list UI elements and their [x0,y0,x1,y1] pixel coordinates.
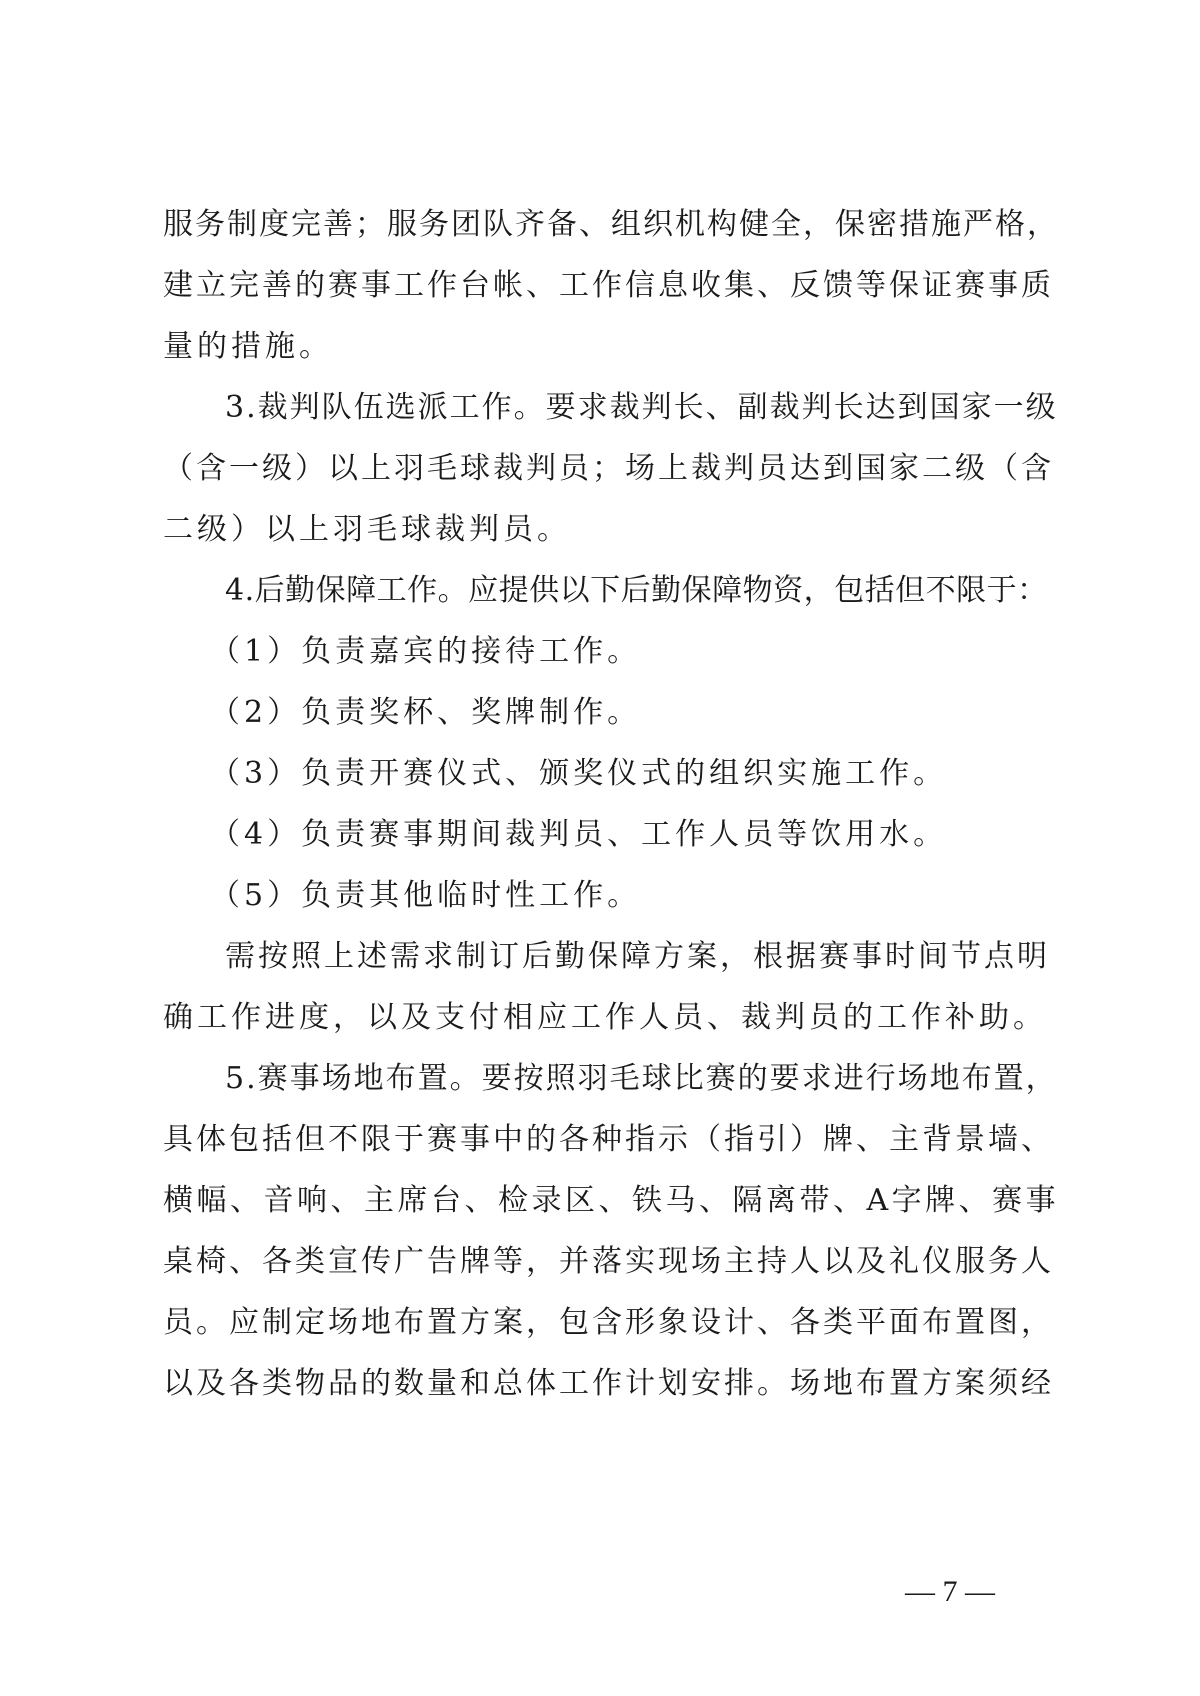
paragraph-line: （含一级）以上羽毛球裁判员；场上裁判员达到国家二级（含 [163,451,1054,486]
list-item: （5）负责其他临时性工作。 [210,878,642,913]
paragraph-line: 需按照上述需求制订后勤保障方案，根据赛事时间节点明 [225,939,1050,974]
page-number: — 7 — [905,1575,995,1608]
list-item: （1）负责嘉宾的接待工作。 [210,634,642,669]
list-item: （4）负责赛事期间裁判员、工作人员等饮用水。 [210,817,948,852]
paragraph-line: 量的措施。 [163,329,333,364]
paragraph-line: 横幅、音响、主席台、检录区、铁马、隔离带、A字牌、赛事 [163,1183,1060,1218]
paragraph-line: 二级）以上羽毛球裁判员。 [163,512,571,547]
paragraph-line: 建立完善的赛事工作台帐、工作信息收集、反馈等保证赛事质 [163,268,1054,303]
paragraph-line: 以及各类物品的数量和总体工作计划安排。场地布置方案须经 [163,1366,1054,1401]
paragraph-line: 5.赛事场地布置。要按照羽毛球比赛的要求进行场地布置， [225,1061,1058,1096]
paragraph-line: 4.后勤保障工作。应提供以下后勤保障物资，包括但不限于： [225,573,1048,608]
list-item: （3）负责开赛仪式、颁奖仪式的组织实施工作。 [210,756,948,791]
paragraph-line: 服务制度完善；服务团队齐备、组织机构健全，保密措施严格， [163,207,1059,242]
paragraph-line: 桌椅、各类宣传广告牌等，并落实现场主持人以及礼仪服务人 [163,1244,1054,1279]
paragraph-line: 3.裁判队伍选派工作。要求裁判长、副裁判长达到国家一级 [225,390,1058,425]
paragraph-line: 具体包括但不限于赛事中的各种指示（指引）牌、主背景墙、 [163,1122,1054,1157]
paragraph-line: 确工作进度，以及支付相应工作人员、裁判员的工作补助。 [163,1000,1047,1035]
paragraph-line: 员。应制定场地布置方案，包含形象设计、各类平面布置图， [163,1305,1054,1340]
list-item: （2）负责奖杯、奖牌制作。 [210,695,642,730]
